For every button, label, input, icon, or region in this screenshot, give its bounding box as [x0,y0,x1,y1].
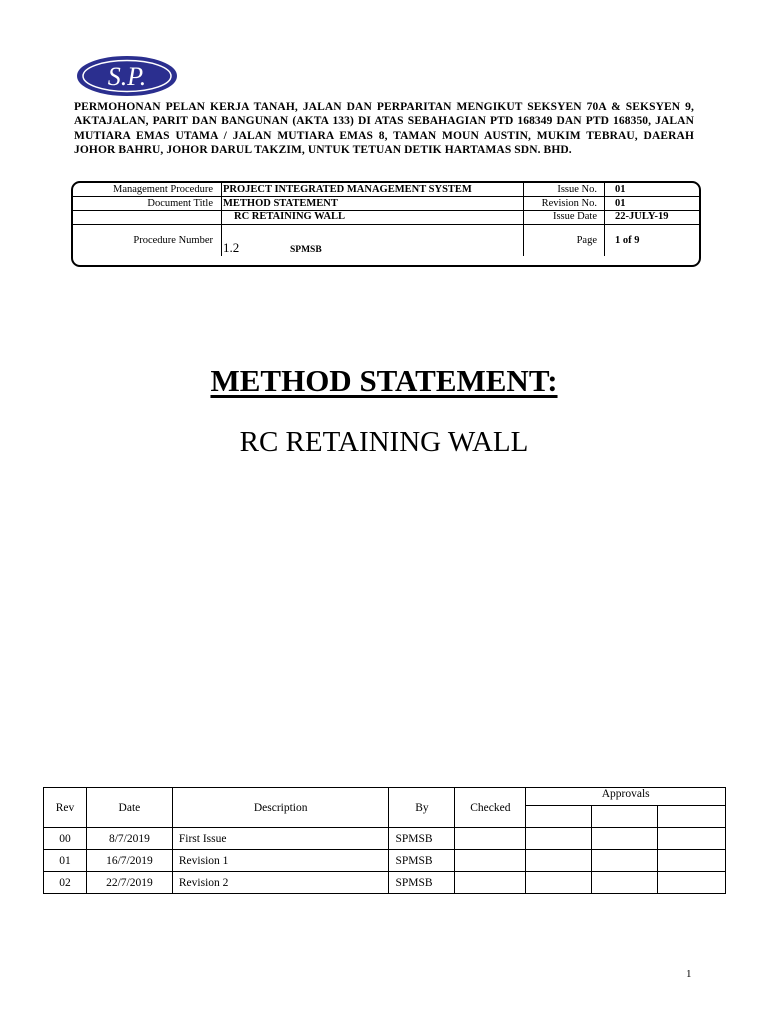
company-logo-graphic [76,55,178,97]
page-value: 1 of 9 [615,235,640,246]
divider [604,183,605,256]
document-title: METHOD STATEMENT: [210,363,558,398]
approval-cell [658,828,726,850]
description-cell: First Issue [172,828,389,850]
document-subtitle-value: RC RETAINING WALL [234,211,346,222]
description-cell: Revision 1 [172,850,389,872]
approval-cell [526,872,592,894]
divider [221,183,222,256]
approval-cell [526,806,592,828]
by-cell: SPMSB [389,828,455,850]
document-title-label: Document Title [147,198,213,209]
approval-cell [526,828,592,850]
rev-cell: 01 [44,850,87,872]
project-description: PERMOHONAN PELAN KERJA TANAH, JALAN DAN PERPARITAN MENGIKUT SEKSYEN 70A & SEKSYEN 9, AKTAJALAN, PARIT DAN BANGUNAN (AKTA 133) DI ATAS SEBAHAGIAN PTD 168349 DAN PTD 168350, JALAN MUTIARA EMAS UTAMA / JALAN MUTIARA EMAS 8, TAMAN MOUN AUSTIN, MUKIM TEBRAU, DAERAH JOHOR BAHRU, JOHOR DARUL TAKZIM, UNTUK TETUAN DETIK HARTAMAS SDN. BHD. [74,101,694,157]
rev-cell: 00 [44,828,87,850]
date-cell: 8/7/2019 [86,828,172,850]
revision-table [43,787,726,894]
procedure-number-label: Procedure Number [133,235,213,246]
divider [73,196,699,197]
revision-no-value: 01 [615,198,626,209]
checked-header: Checked [455,788,526,828]
revision-no-label: Revision No. [541,198,597,209]
date-cell: 22/7/2019 [86,872,172,894]
approval-cell [658,806,726,828]
divider [523,183,524,256]
by-cell: SPMSB [389,872,455,894]
approval-cell [658,850,726,872]
approval-cell [658,872,726,894]
issue-no-label: Issue No. [557,184,597,195]
page-label: Page [576,235,597,246]
document-subtitle: RC RETAINING WALL [239,426,529,458]
description-cell: Revision 2 [172,872,389,894]
divider [73,210,699,211]
date-header: Date [86,788,172,828]
rev-cell: 02 [44,872,87,894]
procedure-number-value: 1.2 [223,240,240,255]
table-row [44,850,726,872]
approval-cell [592,806,658,828]
checked-cell [455,828,526,850]
date-cell: 16/7/2019 [86,850,172,872]
issue-date-value: 22-JULY-19 [615,211,669,222]
checked-cell [455,872,526,894]
approval-cell [526,850,592,872]
company-logo [76,55,178,97]
checked-cell [455,850,526,872]
svg-text:S.P.: S.P. [107,62,147,91]
issue-no-value: 01 [615,184,626,195]
table-row [44,828,726,850]
by-cell: SPMSB [389,850,455,872]
management-procedure-value: PROJECT INTEGRATED MANAGEMENT SYSTEM [223,184,472,195]
procedure-code: SPMSB [290,245,322,255]
approval-cell [592,872,658,894]
management-procedure-label: Management Procedure [112,184,213,195]
approval-cell [592,850,658,872]
table-row [44,872,726,894]
divider [73,224,699,225]
rev-header: Rev [44,788,87,828]
by-header: By [389,788,455,828]
issue-date-label: Issue Date [552,211,597,222]
approvals-header: Approvals [526,788,726,806]
approval-cell [592,828,658,850]
document-title-value: METHOD STATEMENT [223,198,338,209]
description-header: Description [172,788,389,828]
page-number: 1 [686,968,692,980]
